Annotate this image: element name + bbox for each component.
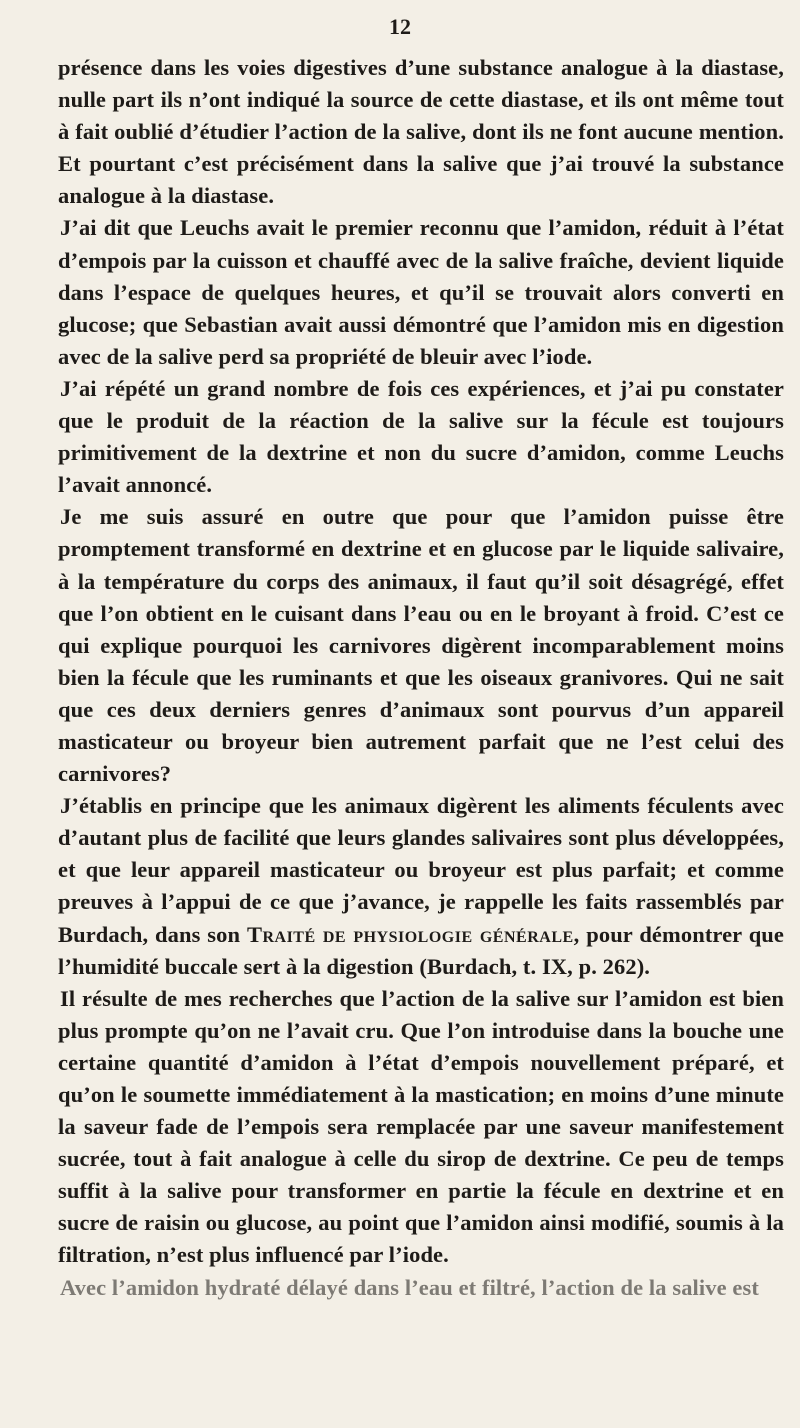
paragraph-1: présence dans les voies digestives d’une substance analogue à la diastase, nulle part ils n’ont indiqué la source de cette diastase, et ils ont même tout à fait oublié d’étudier l’action de la salive, dont ils ne font aucune mention. Et pourtant c’est précisément dans la salive que j’ai trouvé la substance analogue à la diastase. [58,55,784,209]
paragraph-5 [58,790,784,983]
paragraph-5-after: , pour démontrer que l’humidité buccale sert à la digestion (Burdach, t. IX, p. 262). [58,921,785,979]
paragraph-4: Je me suis assuré en outre que pour que l’amidon puisse être promptement transformé en dextrine et en glucose par le liquide salivaire, à la température du corps des animaux, il faut qu’il soit désagrégé, effet que l’on obtient en le cuisant dans l’eau ou en le broyant à froid. C’est ce qui explique pourquoi les carnivores digèrent incomparablement moins bien la fécule que les ruminants et que les oiseaux granivores. Qui ne sait que ces deux derniers genres d’animaux sont pourvus d’un appareil masticateur ou broyeur bien autrement parfait que ne l’est celui des carnivores? [58,504,784,787]
paragraph-6: Il résulte de mes recherches que l’action de la salive sur l’amidon est bien plus prompte qu’on ne l’avait cru. Que l’on introduise dans la bouche une certaine quantité d’amidon à l’état d’empois nouvellement préparé, et qu’on le soumette immédiatement à la mastication; en moins d’une minute la saveur fade de l’empois sera remplacée par une saveur manifestement sucrée, tout à fait analogue à celle du sirop de dextrine. Ce peu de temps suffit à la salive pour transformer en partie la fécule en dextrine et en sucre de raisin ou glucose, au point que l’amidon ainsi modifié, soumis à la filtration, n’est plus influencé par l’iode. [58,985,784,1268]
paragraph-3: J’ai répété un grand nombre de fois ces expériences, et j’ai pu constater que le produit de la réaction de la salive sur la fécule est toujours primitivement de la dextrine et non du sucre d’amidon, comme Leuchs l’avait annoncé. [58,375,784,498]
book-title-reference: Traité de physiologie générale [246,921,574,947]
paragraph-5-before: J’établis en principe que les animaux digèrent les aliments féculents avec d’autant plus de facilité que leurs glandes salivaires sont plus développées, et que leur appareil masticateur ou broyeur est plus parfait; et comme preuves à l’appui de ce que j’avance, je rappelle les faits rassemblés par Burdach, dans son [58,793,784,947]
body-text [58,52,784,1304]
page-number: 12 [389,14,411,39]
paragraph-7-partial: Avec l’amidon hydraté délayé dans l’eau et filtré, l’action de la salive est [60,1274,759,1300]
paragraph-2: J’ai dit que Leuchs avait le premier reconnu que l’amidon, réduit à l’état d’empois par la cuisson et chauffé avec de la salive fraîche, devient liquide dans l’espace de quelques heures, et qu’il se trouvait alors converti en glucose; que Sebastian avait aussi démontré que l’amidon mis en digestion avec de la salive perd sa propriété de bleuir avec l’iode. [58,215,784,369]
